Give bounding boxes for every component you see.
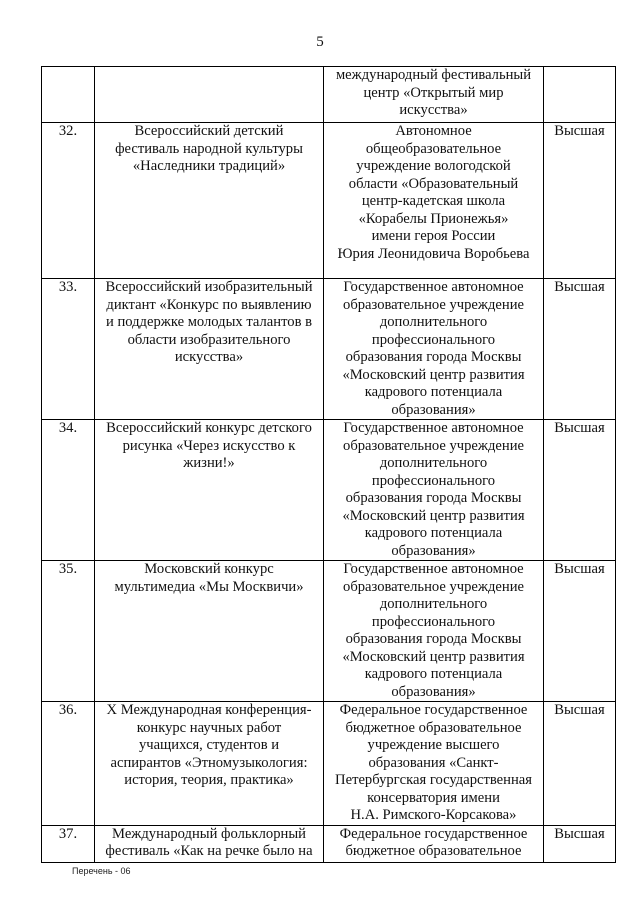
event-name: Всероссийский детский фестиваль народной культуры «Наследники традиций» — [95, 123, 324, 279]
row-number — [42, 67, 95, 123]
document-table — [41, 66, 616, 863]
row-number: 36. — [42, 702, 95, 826]
organizer: Федеральное государственное бюджетное образовательное — [324, 825, 544, 862]
level — [544, 67, 616, 123]
level: Высшая — [544, 123, 616, 279]
level: Высшая — [544, 825, 616, 862]
organizer: Автономное общеобразовательное учреждение вологодской области «Образовательный центр-кадетская школа «Корабелы Прионежья» имени героя России Юрия Леонидовича Воробьева — [324, 123, 544, 279]
organizer: Федеральное государственное бюджетное образовательное учреждение высшего образования «Санкт- Петербургская государственная консерватория имени Н.А. Римского-Корсакова» — [324, 702, 544, 826]
table-row — [42, 420, 616, 561]
row-number: 33. — [42, 279, 95, 420]
table-row — [42, 561, 616, 702]
level: Высшая — [544, 561, 616, 702]
event-name — [95, 67, 324, 123]
event-name: Международный фольклорный фестиваль «Как на речке было на — [95, 825, 324, 862]
level: Высшая — [544, 702, 616, 826]
event-name: Всероссийский конкурс детского рисунка «Через искусство к жизни!» — [95, 420, 324, 561]
table-row — [42, 825, 616, 862]
table-row — [42, 279, 616, 420]
event-name: Московский конкурс мультимедиа «Мы Москвичи» — [95, 561, 324, 702]
event-name: Всероссийский изобразительный диктант «Конкурс по выявлению и поддержке молодых талантов в области изобразительного искусства» — [95, 279, 324, 420]
table-row — [42, 123, 616, 279]
table-row — [42, 67, 616, 123]
footer-note: Перечень - 06 — [72, 866, 131, 876]
page-number: 5 — [316, 34, 324, 50]
level: Высшая — [544, 279, 616, 420]
row-number: 34. — [42, 420, 95, 561]
organizer: Государственное автономное образовательное учреждение дополнительного профессионального образования города Москвы «Московский центр развития кадрового потенциала образования» — [324, 279, 544, 420]
event-name: X Международная конференция- конкурс научных работ учащихся, студентов и аспирантов «Этномузыкология: история, теория, практика» — [95, 702, 324, 826]
level: Высшая — [544, 420, 616, 561]
table-row — [42, 702, 616, 826]
organizer: Государственное автономное образовательное учреждение дополнительного профессионального образования города Москвы «Московский центр развития кадрового потенциала образования» — [324, 561, 544, 702]
row-number: 32. — [42, 123, 95, 279]
row-number: 35. — [42, 561, 95, 702]
row-number: 37. — [42, 825, 95, 862]
organizer: международный фестивальный центр «Открытый мир искусства» — [324, 67, 544, 123]
organizer: Государственное автономное образовательное учреждение дополнительного профессионального образования города Москвы «Московский центр развития кадрового потенциала образования» — [324, 420, 544, 561]
